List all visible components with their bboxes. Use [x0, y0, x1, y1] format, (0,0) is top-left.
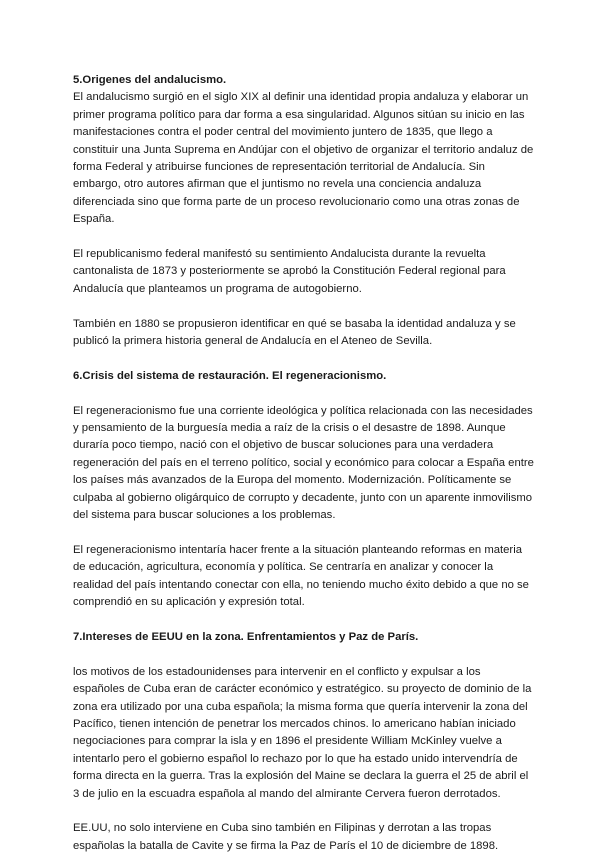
paragraph: El regeneracionismo fue una corriente ideológica y política relacionada con las necesidades y pensamiento de la burguesía media a raíz de la crisis o el desastre de 1898. Aunque duraría poco tiempo, nació con el objetivo de buscar soluciones para una verdadera regeneración del país en el terreno político, social y económico para colocar a España entre los países más avanzados de la Europa del momento. Modernización. Políticamente se culpaba al gobierno oligárquico de corrupto y decadente, junto con un aparente inmovilismo del sistema para buscar soluciones a los problemas. [73, 404, 534, 522]
document-page [73, 72, 535, 855]
section-heading-intereses-eeuu: 7.Intereses de EEUU en la zona. Enfrentamientos y Paz de París. [73, 630, 419, 643]
paragraph-spacer [73, 385, 535, 402]
paragraph: los motivos de los estadounidenses para intervenir en el conflicto y expulsar a los españoles de Cuba eran de carácter económico y estratégico. su proyecto de dominio de la zona era utilizado por una cuba española; la misma forma que quería intervenir la zona del Pacífico, tienen intención de penetrar los mercados chinos. lo americano habían iniciado negociaciones para comprar la isla y en 1896 el presidente William McKinley vuelve a intentarlo pero el gobierno español lo rechazo por lo que ha estado unido intervendría de forma directa en la guerra. Tras la explosión del Maine se declara la guerra el 25 de abril el 3 de julio en la escuadra española al mando del almirante Cervera fueron derrotados. [73, 665, 532, 800]
paragraph-spacer [73, 803, 535, 820]
paragraph: También en 1880 se propusieron identificar en qué se basaba la identidad andaluza y se publicó la primera historia general de Andalucía en el Ateneo de Sevilla. [73, 317, 516, 348]
paragraph-spacer [73, 612, 535, 629]
section-heading-origenes: 5.Origenes del andalucismo. [73, 74, 227, 86]
paragraph-spacer [73, 525, 535, 542]
paragraph: El regeneracionismo intentaría hacer frente a la situación planteando reformas en materia de educación, agricultura, economía y política. Se centraría en analizar y conocer la realidad del país intentando conectar con ella, no teniendo mucho éxito debido a que no se comprendió en su aplicación y expresión total. [73, 543, 529, 609]
paragraph: El andalucismo surgió en el siglo XIX al definir una identidad propia andaluza y elaborar un primer programa político para dar forma a esa singularidad. Algunos sitúan su inicio en las manifestaciones contra el poder central del movimiento juntero de 1835, que llego a constituir una Junta Suprema en Andújar con el objetivo de organizar el territorio andaluz de forma Federal y atribuirse funciones de representación territorial de Andalucía. Sin embargo, otro autores afirman que el juntismo no revela una conciencia andaluza diferenciada sino que forma parte de un proceso revolucionario como una otras zonas de España. [73, 91, 534, 226]
paragraph-spacer [73, 646, 535, 663]
paragraph: EE.UU, no solo interviene en Cuba sino también en Filipinas y derrotan a las tropas españolas la batalla de Cavite y se firma la Paz de París el 10 de diciembre de 1898. [73, 822, 499, 852]
paragraph: El republicanismo federal manifestó su sentimiento Andalucista durante la revuelta cantonalista de 1873 y posteriormente se aprobó la Constitución Federal regional para Andalucía que planteamos un programa de autogobierno. [73, 248, 506, 295]
paragraph-spacer [73, 229, 535, 246]
paragraph-spacer [73, 298, 535, 315]
paragraph-spacer [73, 350, 535, 367]
section-heading-crisis: 6.Crisis del sistema de restauración. El regeneracionismo. [73, 369, 387, 382]
